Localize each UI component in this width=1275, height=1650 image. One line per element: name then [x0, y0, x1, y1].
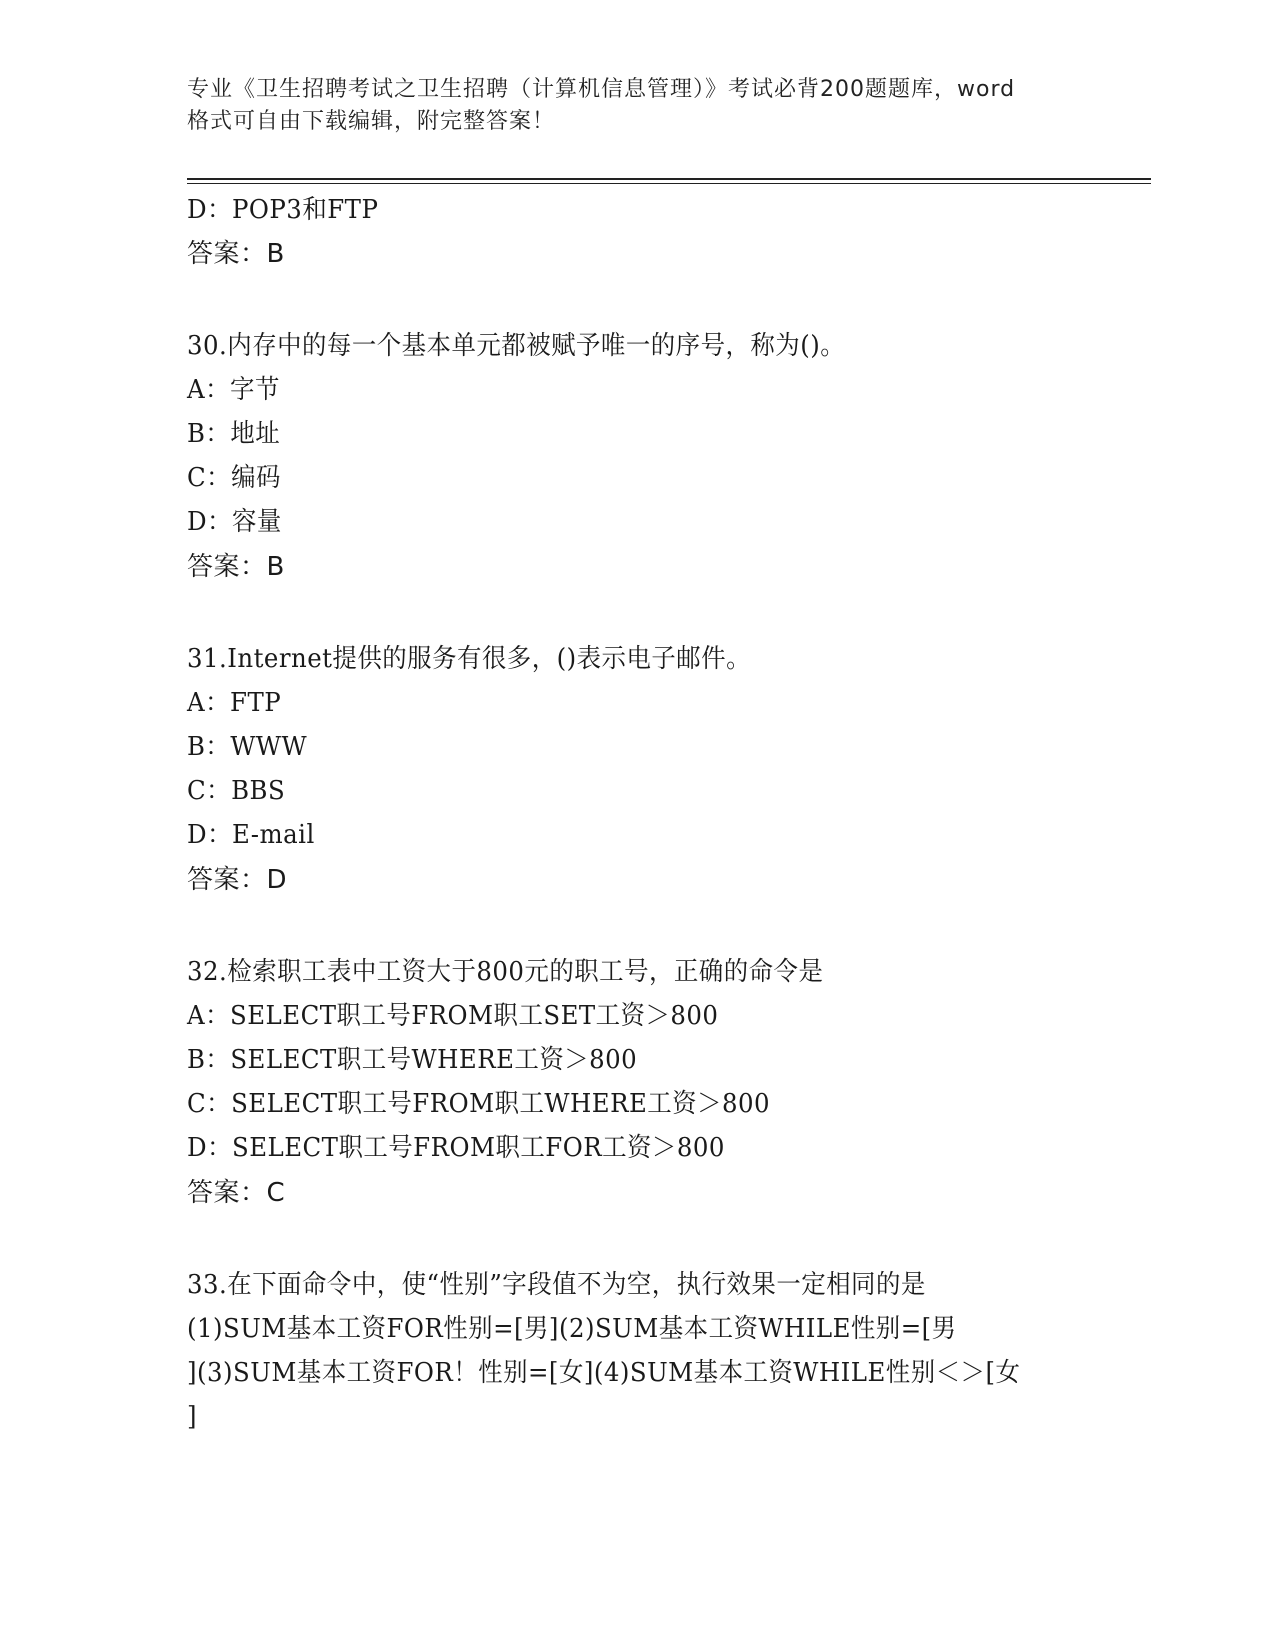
header-line-2: 格式可自由下载编辑，附完整答案！ — [187, 109, 556, 134]
q32-answer: 答案：C — [187, 1178, 286, 1208]
q31-option-c: C：BBS — [187, 776, 286, 806]
prev-option-d: D：POP3和FTP — [187, 195, 379, 225]
q33-stem-line-1: 33.在下面命令中，使“性别”字段值不为空，执行效果一定相同的是 — [187, 1270, 926, 1300]
q30-answer: 答案：B — [187, 552, 285, 582]
q30-option-c: C：编码 — [187, 463, 281, 493]
q31-option-b: B：WWW — [187, 732, 308, 762]
q31-answer: 答案：D — [187, 865, 288, 895]
document-header — [187, 74, 1087, 138]
header-divider-thin — [187, 183, 1151, 184]
q33-stem-line-2: (1)SUM基本工资FOR性别=[男](2)SUM基本工资WHILE性别=[男 — [187, 1314, 957, 1344]
header-line-1: 专业《卫生招聘考试之卫生招聘（计算机信息管理）》考试必背200题题库，word — [187, 77, 1016, 102]
q30-option-a: A：字节 — [187, 375, 280, 405]
q31-option-d: D：E-mail — [187, 820, 315, 850]
q33-stem-line-4: ] — [187, 1402, 198, 1432]
q32-option-d: D：SELECT职工号FROM职工FOR工资＞800 — [187, 1133, 725, 1163]
q32-option-c: C：SELECT职工号FROM职工WHERE工资＞800 — [187, 1089, 771, 1119]
q30-stem: 30.内存中的每一个基本单元都被赋予唯一的序号，称为()。 — [187, 331, 846, 361]
q32-option-b: B：SELECT职工号WHERE工资＞800 — [187, 1045, 638, 1075]
q31-option-a: A：FTP — [187, 688, 282, 718]
header-divider-thick — [187, 178, 1151, 180]
q33-stem-line-3: ](3)SUM基本工资FOR！性别=[女](4)SUM基本工资WHILE性别＜＞[女 — [187, 1358, 1021, 1388]
q32-stem: 32.检索职工表中工资大于800元的职工号，正确的命令是 — [187, 957, 824, 987]
q31-stem: 31.Internet提供的服务有很多，()表示电子邮件。 — [187, 644, 751, 674]
q30-option-d: D：容量 — [187, 507, 282, 537]
q30-option-b: B：地址 — [187, 419, 281, 449]
q32-option-a: A：SELECT职工号FROM职工SET工资＞800 — [187, 1001, 719, 1031]
prev-answer: 答案：B — [187, 239, 285, 269]
